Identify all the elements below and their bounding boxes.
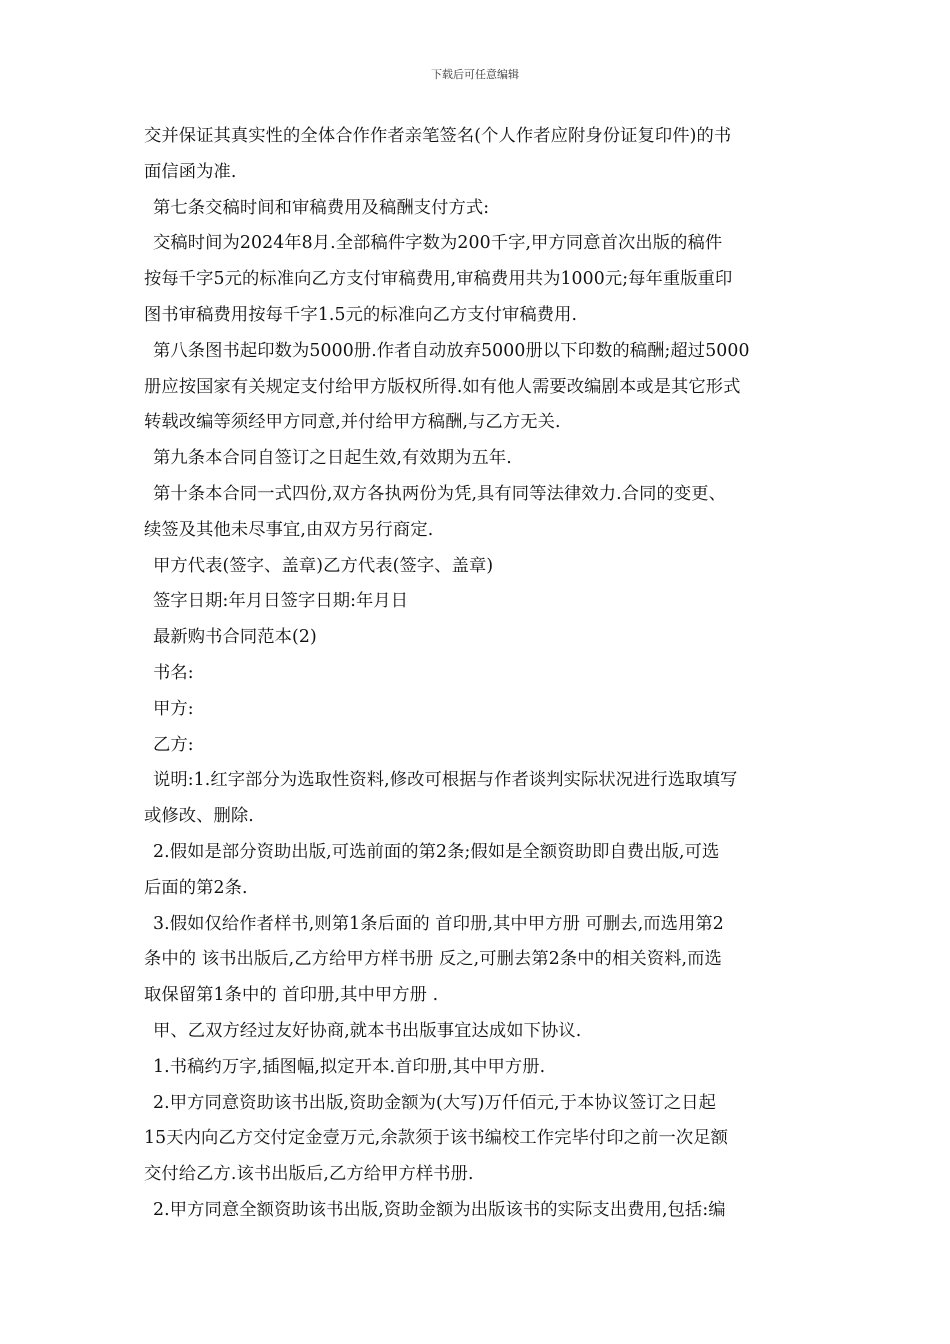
text-line: 2.甲方同意资助该书出版,资助金额为(大写)万仟佰元,于本协议签订之日起 — [153, 1092, 716, 1113]
text-line: 图书审稿费用按每千字1.5元的标准向乙方支付审稿费用. — [144, 304, 578, 325]
text-line: 甲方代表(签字、盖章)乙方代表(签字、盖章) — [153, 555, 494, 576]
text-line: 第九条本合同自签订之日起生效,有效期为五年. — [153, 448, 512, 469]
text-line: 签字日期:年月日签字日期:年月日 — [153, 591, 409, 612]
text-line: 转载改编等须经甲方同意,并付给甲方稿酬,与乙方无关. — [144, 412, 561, 433]
text-line: 册应按国家有关规定支付给甲方版权所得.如有他人需要改编剧本或是其它形式 — [144, 376, 741, 397]
text-line: 交并保证其真实性的全体合作作者亲笔签名(个人作者应附身份证复印件)的书 — [144, 126, 732, 146]
text-line: 甲、乙双方经过友好协商,就本书出版事宜达成如下协议. — [153, 1020, 582, 1041]
text-line: 1.书稿约万字,插图幅,拟定开本.首印册,其中甲方册. — [153, 1056, 546, 1077]
text-line: 后面的第2条. — [144, 877, 248, 898]
text-line: 最新购书合同范本(2) — [153, 627, 317, 648]
text-line: 第八条图书起印数为5000册.作者自动放弃5000册以下印数的稿酬;超过5000 — [153, 340, 750, 361]
text-line: 书名: — [153, 662, 194, 683]
text-line: 甲方: — [153, 698, 194, 719]
text-line: 第十条本合同一式四份,双方各执两份为凭,具有同等法律效力.合同的变更、 — [153, 483, 726, 504]
text-line: 条中的 该书出版后,乙方给甲方样书册 反之,可删去第2条中的相关资料,而选 — [144, 949, 722, 970]
text-line: 交稿时间为2024年8月.全部稿件字数为200千字,甲方同意首次出版的稿件 — [153, 233, 723, 254]
text-line: 按每千字5元的标准向乙方支付审稿费用,审稿费用共为1000元;每年重版重印 — [144, 269, 733, 290]
text-line: 取保留第1条中的 首印册,其中甲方册 . — [144, 985, 439, 1006]
document-body — [144, 119, 814, 1229]
text-line: 说明:1.红字部分为选取性资料,修改可根据与作者谈判实际状况进行选取填写 — [153, 770, 738, 791]
text-line: 面信函为准. — [144, 161, 237, 182]
text-line: 2.甲方同意全额资助该书出版,资助金额为出版该书的实际支出费用,包括:编 — [153, 1199, 726, 1220]
text-line: 交付给乙方.该书出版后,乙方给甲方样书册. — [144, 1164, 474, 1185]
text-line: 15天内向乙方交付定金壹万元,余款须于该书编校工作完毕付印之前一次足额 — [144, 1128, 728, 1149]
text-line: 续签及其他未尽事宜,由双方另行商定. — [144, 519, 434, 540]
text-line: 2.假如是部分资助出版,可选前面的第2条;假如是全额资助即自费出版,可选 — [153, 841, 720, 862]
text-line: 乙方: — [153, 734, 194, 755]
text-line: 或修改、删除. — [144, 806, 254, 827]
page-header: 下载后可任意编辑 — [431, 68, 519, 81]
text-line: 第七条交稿时间和审稿费用及稿酬支付方式: — [153, 197, 490, 218]
text-line: 3.假如仅给作者样书,则第1条后面的 首印册,其中甲方册 可删去,而选用第2 — [153, 913, 724, 934]
